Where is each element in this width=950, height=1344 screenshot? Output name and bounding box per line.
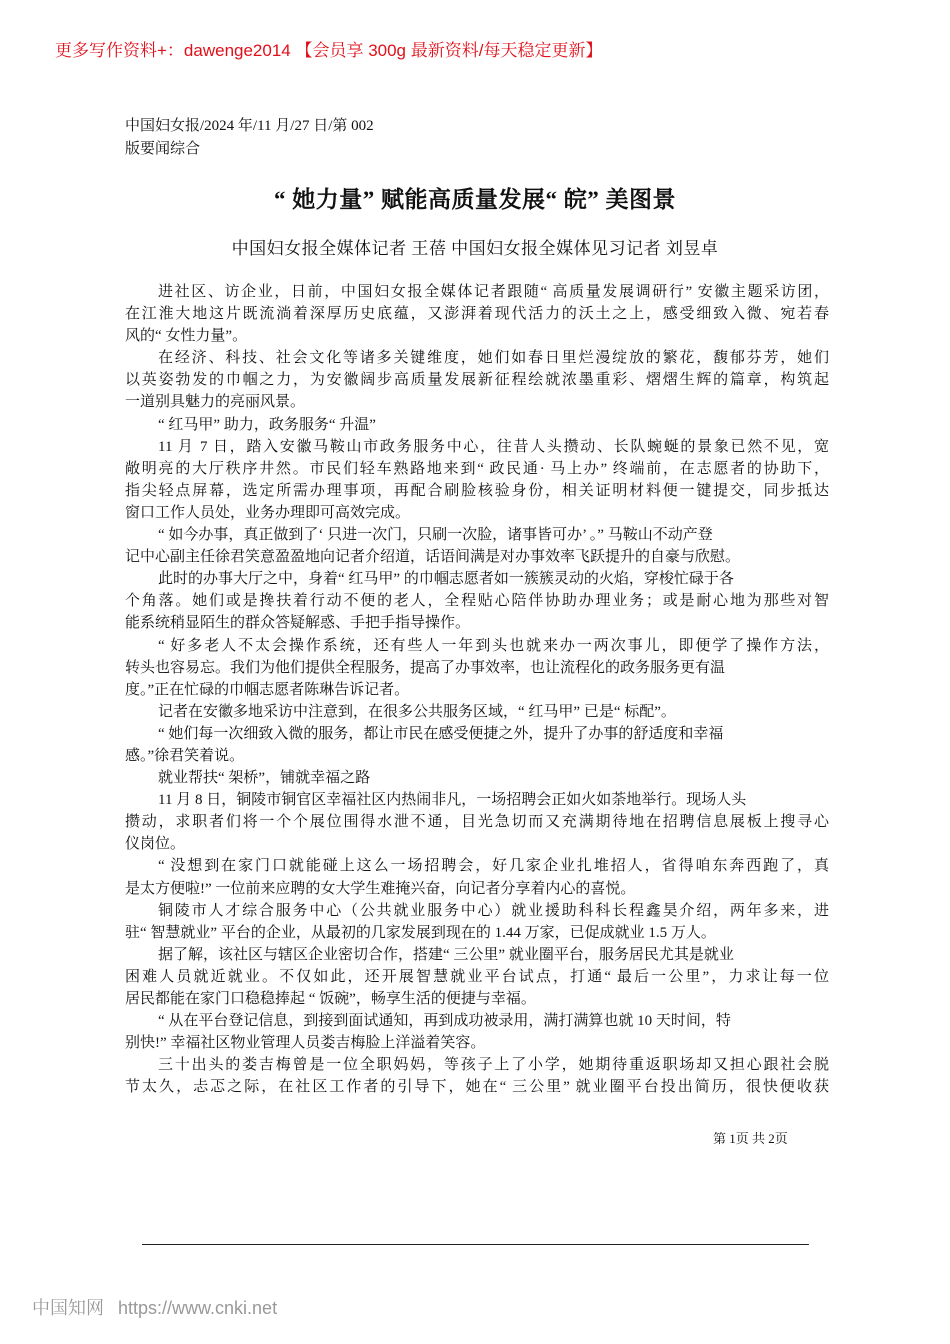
text-line: “ 从在平台登记信息，到接到面试通知，再到成功被录用，满打满算也就 10 天时间，特	[158, 1013, 731, 1030]
text-line: 铜陵市人才综合服务中心（公共就业服务中心）就业援助科科长程鑫昊介绍，两年多来，进	[158, 902, 829, 919]
text-line: 风的“ 女性力量”。	[125, 328, 248, 345]
text-line: “ 如今办事，真正做到了‘ 只进一次门，只刷一次脸，诸事皆可办’ 。” 马鞍山不动产登	[158, 527, 713, 544]
text-line: 居民都能在家门口稳稳捧起 “ 饭碗”，畅享生活的便捷与幸福。	[125, 991, 536, 1007]
text-line: 一道别具魅力的亮丽风景。	[125, 394, 306, 411]
text-line: 记者在安徽多地采访中注意到，在很多公共服务区域，“ 红马甲” 已是“ 标配”。	[158, 703, 676, 720]
text-line: 个角落。她们或是搀扶着行动不便的老人，全程贴心陪伴协助办理业务；或是耐心地为那些对智	[125, 593, 829, 610]
text-line: 度。”正在忙碌的巾帼志愿者陈琳告诉记者。	[125, 681, 410, 698]
text-line: 感。”徐君笑着说。	[125, 747, 245, 764]
section-info: 版要闻综合	[125, 141, 201, 157]
text-line: “ 她们每一次细致入微的服务，都让市民在感受便捷之外，提升了办事的舒适度和幸福	[158, 725, 724, 742]
text-line: 能系统稍显陌生的群众答疑解惑、手把手指导操作。	[125, 615, 471, 632]
source-info: 中国妇女报/2024 年/11 月/27 日/第 002	[125, 118, 374, 134]
article-byline: 中国妇女报全媒体记者 王蓓 中国妇女报全媒体见习记者 刘昱卓	[231, 239, 719, 258]
text-line: 据了解，该社区与辖区企业密切合作，搭建“ 三公里” 就业圈平台，服务居民尤其是就业	[158, 946, 734, 963]
text-line: 进社区、访企业，日前，中国妇女报全媒体记者跟随“ 高质量发展调研行” 安徽主题采访团，	[158, 284, 829, 300]
article-title: “ 她力量” 赋能高质量发展“ 皖” 美图景	[274, 187, 676, 212]
text-line: 别快!” 幸福社区物业管理人员娄吉梅脸上洋溢着笑容。	[125, 1035, 486, 1052]
text-line: 转头也容易忘。我们为他们提供全程服务，提高了办事效率，也让流程化的政务服务更有温	[125, 659, 726, 676]
text-line: 此时的办事大厅之中，身着“ 红马甲” 的巾帼志愿者如一簇簇灵动的火焰，穿梭忙碌于各	[158, 571, 734, 588]
text-line: 以英姿勃发的巾帼之力，为安徽阔步高质量发展新征程绘就浓墨重彩、熠熠生辉的篇章，构筑起	[125, 372, 829, 389]
text-line: 在经济、科技、社会文化等诸多关键维度，她们如春日里烂漫绽放的繁花，馥郁芬芳，她们	[158, 350, 829, 367]
section-heading: 就业帮扶“ 架桥”，铺就幸福之路	[158, 770, 371, 787]
text-line: 11 月 8 日，铜陵市铜官区幸福社区内热闹非凡，一场招聘会正如火如荼地举行。现场人头	[158, 792, 747, 809]
text-line: 在江淮大地这片既流淌着深厚历史底蕴，又澎湃着现代活力的沃土之上，感受细致入微、宛若春	[125, 306, 829, 323]
text-line: 11 月 7 日，踏入安徽马鞍山市政务服务中心，往昔人头攒动、长队蜿蜒的景象已然不见，宽	[158, 438, 829, 455]
text-line: “ 好多老人不太会操作系统，还有些人一年到头也就来办一两次事儿，即便学了操作方法，	[158, 637, 829, 654]
text-line: 记中心副主任徐君笑意盈盈地向记者介绍道，话语间满是对办事效率飞跃提升的自豪与欣慰。	[125, 549, 741, 566]
text-line: “ 没想到在家门口就能碰上这么一场招聘会，好几家企业扎堆招人，省得咱东奔西跑了，真	[158, 858, 829, 875]
section-heading: “ 红马甲” 助力，政务服务“ 升温”	[158, 416, 376, 433]
cnki-watermark	[32, 1294, 277, 1320]
text-line: 驻“ 智慧就业” 平台的企业，从最初的几家发展到现在的 1.44 万家，已促成就业 1.5 万人。	[125, 924, 716, 941]
article-body	[125, 281, 829, 1098]
footer-divider	[142, 1244, 809, 1245]
text-line: 指尖轻点屏幕，选定所需办理事项，再配合刷脸核验身份，相关证明材料便一键提交，同步抵达	[125, 482, 829, 499]
promo-banner: 更多写作资料+：dawenge2014 【会员享 300g 最新资料/每天稳定更新】	[55, 41, 603, 60]
text-line: 三十出头的娄吉梅曾是一位全职妈妈，等孩子上了小学，她期待重返职场却又担心跟社会脱	[158, 1057, 829, 1074]
text-line: 节太久，忐忑之际，在社区工作者的引导下，她在“ 三公里” 就业圈平台投出简历，很快便收获	[125, 1079, 829, 1096]
text-line: 困难人员就近就业。不仅如此，还开展智慧就业平台试点，打通“ 最后一公里”，力求让每一位	[125, 968, 829, 985]
text-line: 仪岗位。	[125, 836, 186, 853]
page-number: 第 1页 共 2页	[713, 1131, 788, 1146]
cnki-url: https://www.cnki.net	[118, 1298, 278, 1318]
text-line: 攒动，求职者们将一个个展位围得水泄不通，目光急切而又充满期待地在招聘信息展板上搜寻心	[125, 814, 829, 831]
text-line: 是太方便啦!” 一位前来应聘的女大学生难掩兴奋，向记者分享着内心的喜悦。	[125, 880, 636, 897]
text-line: 窗口工作人员处，业务办理即可高效完成。	[125, 504, 411, 521]
text-line: 敞明亮的大厅秩序井然。市民们轻车熟路地来到“ 政民通· 马上办” 终端前，在志愿者的协助下，	[125, 460, 829, 477]
cnki-logo: 中国知网	[32, 1298, 104, 1318]
